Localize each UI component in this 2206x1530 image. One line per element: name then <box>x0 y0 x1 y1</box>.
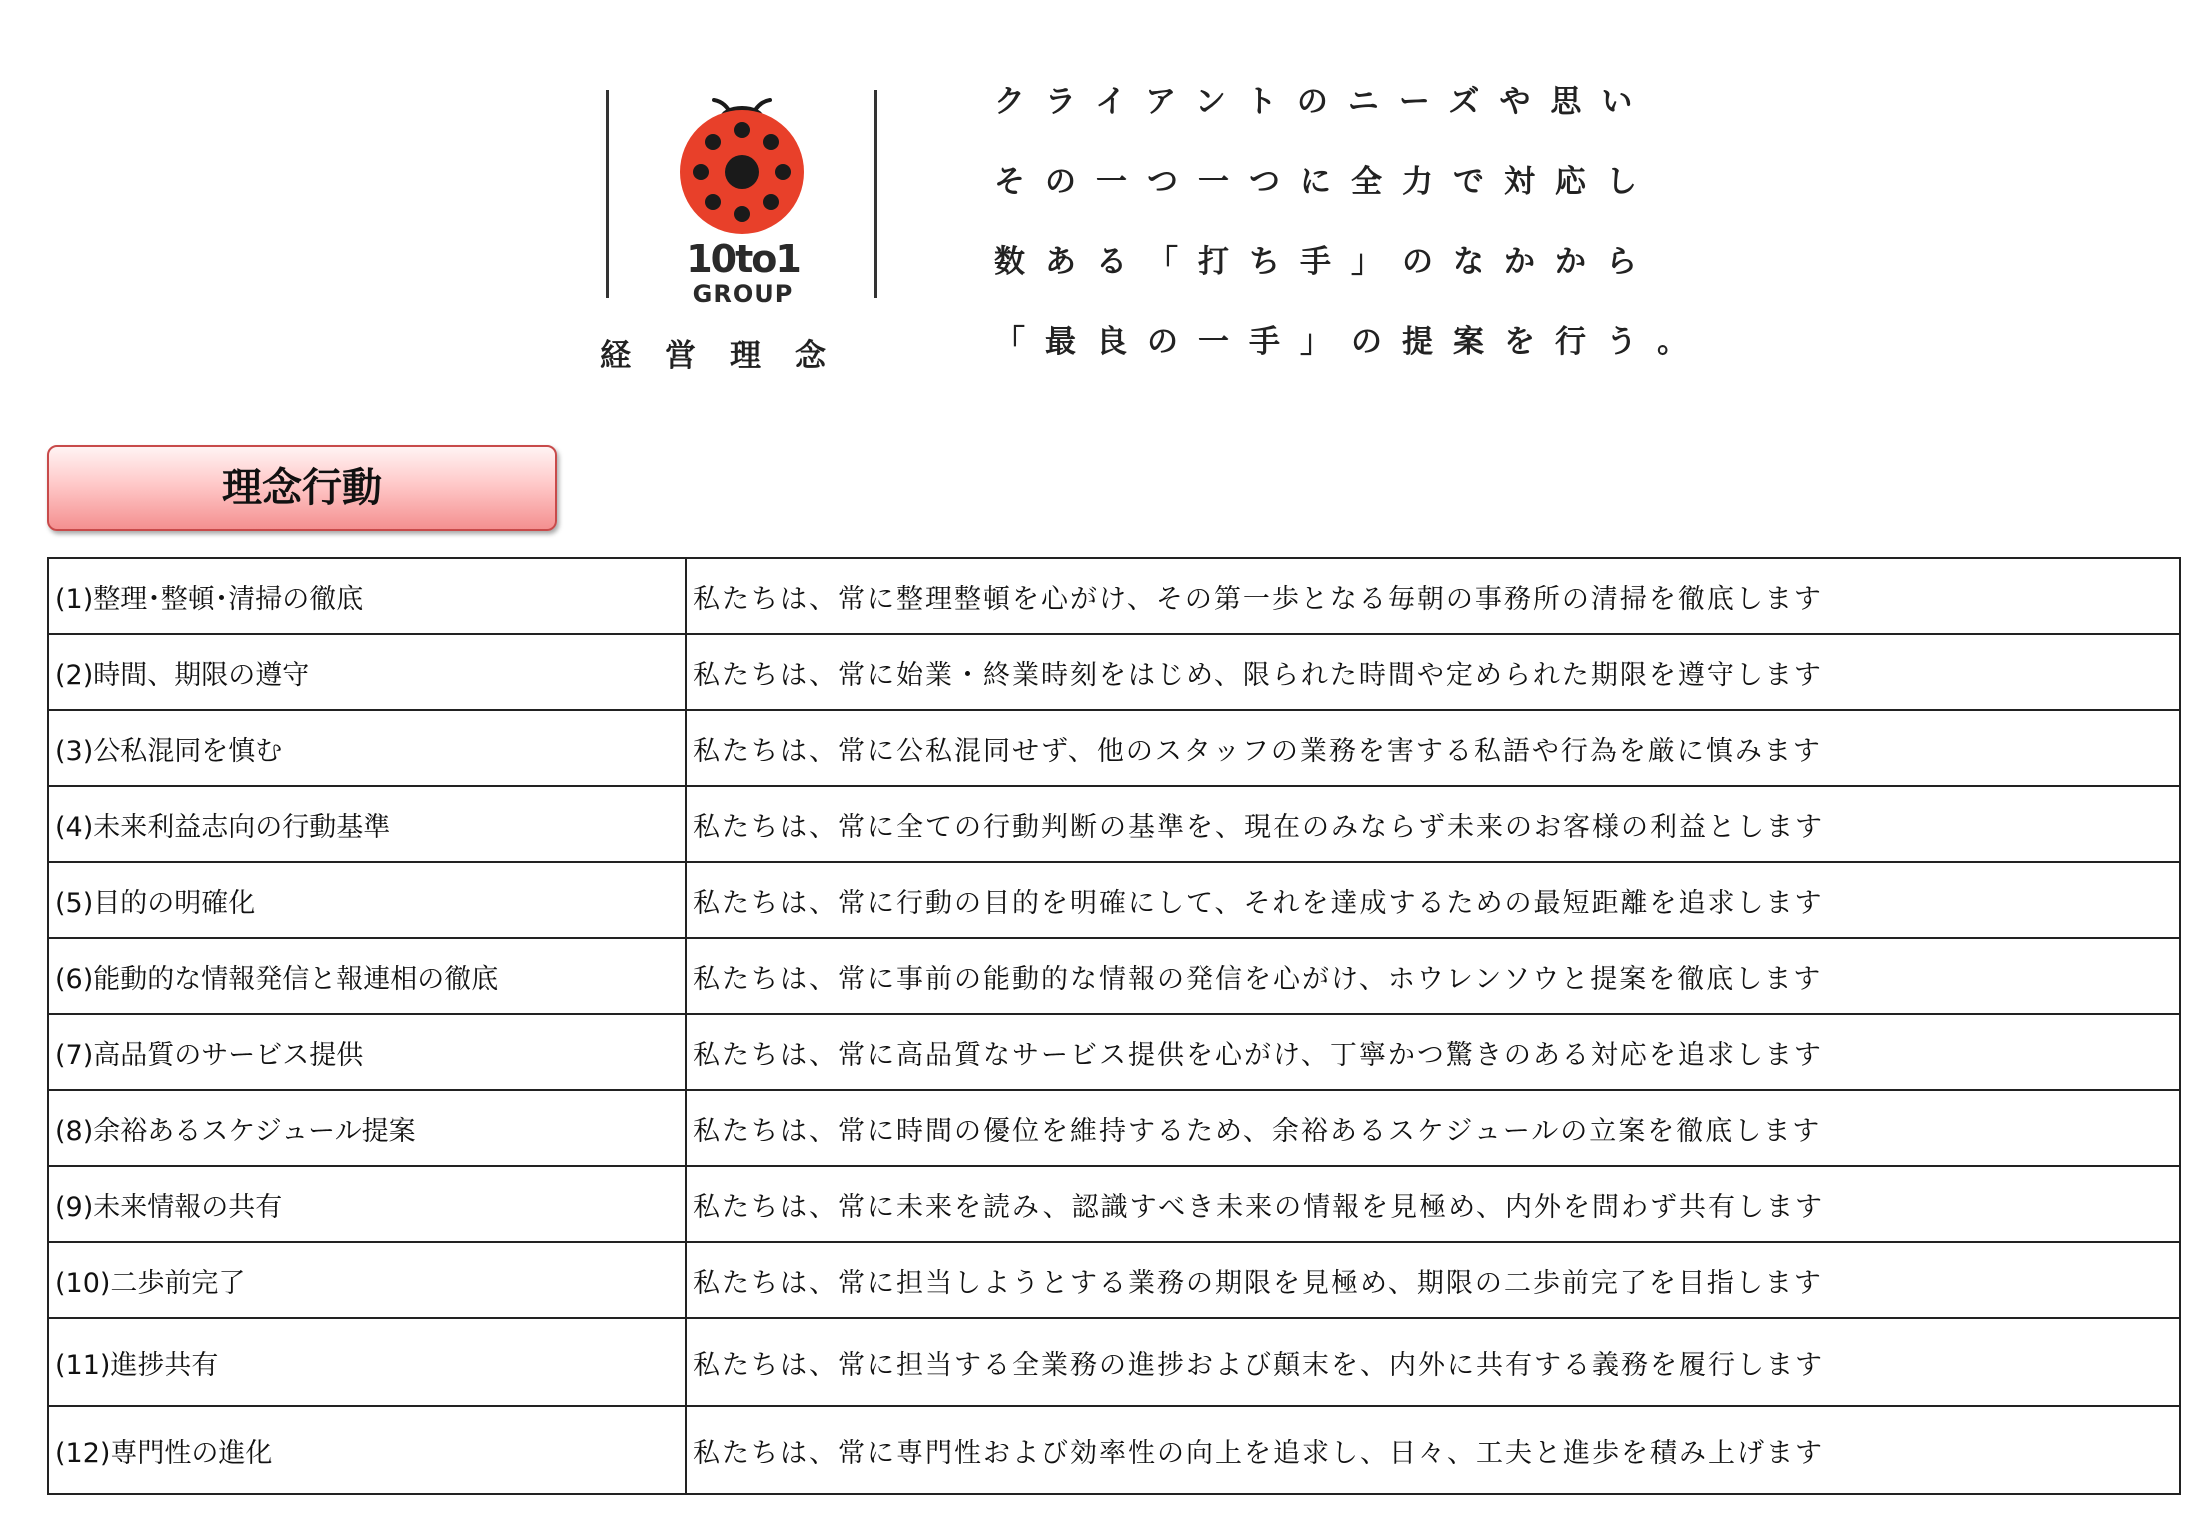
principle-name: (10)二歩前完了 <box>48 1242 686 1318</box>
principle-description: 私たちは、常に担当する全業務の進捗および顛末を、内外に共有する義務を履行します <box>686 1318 2180 1406</box>
logo-divider-right <box>874 90 877 298</box>
table-row <box>48 1318 2180 1406</box>
principles-table <box>47 557 2181 1495</box>
principle-name: (1)整理･整頓･清掃の徹底 <box>48 558 686 634</box>
principle-name: (5)目的の明確化 <box>48 862 686 938</box>
principle-name: (12)専門性の進化 <box>48 1406 686 1494</box>
principle-description: 私たちは、常に整理整頓を心がけ、その第一歩となる毎朝の事務所の清掃を徹底します <box>686 558 2180 634</box>
principle-description: 私たちは、常に公私混同せず、他のスタッフの業務を害する私語や行為を厳に慎みます <box>686 710 2180 786</box>
philosophy-statement <box>994 80 1708 400</box>
principle-description: 私たちは、常に行動の目的を明確にして、それを達成するための最短距離を追求します <box>686 862 2180 938</box>
company-header <box>600 80 1708 380</box>
table-row <box>48 786 2180 862</box>
principle-description: 私たちは、常に始業・終業時刻をはじめ、限られた時間や定められた期限を遵守します <box>686 634 2180 710</box>
ladybug-icon <box>674 94 810 234</box>
principle-description: 私たちは、常に担当しようとする業務の期限を見極め、期限の二歩前完了を目指します <box>686 1242 2180 1318</box>
brand-subtitle: GROUP <box>692 280 794 308</box>
principle-description: 私たちは、常に事前の能動的な情報の発信を心がけ、ホウレンソウと提案を徹底します <box>686 938 2180 1014</box>
principle-description: 私たちは、常に高品質なサービス提供を心がけ、丁寧かつ驚きのある対応を追求します <box>686 1014 2180 1090</box>
philosophy-line: 数ある「打ち手」のなかから <box>994 244 1657 280</box>
principle-name: (3)公私混同を慎む <box>48 710 686 786</box>
brand-name: 10to1 <box>686 237 800 281</box>
table-row <box>48 938 2180 1014</box>
section-title: 理念行動 <box>47 445 557 531</box>
table-row <box>48 1242 2180 1318</box>
table-row <box>48 1406 2180 1494</box>
principle-name: (11)進捗共有 <box>48 1318 686 1406</box>
principle-description: 私たちは、常に時間の優位を維持するため、余裕あるスケジュールの立案を徹底します <box>686 1090 2180 1166</box>
principle-description: 私たちは、常に専門性および効率性の向上を追求し、日々、工夫と進歩を積み上げます <box>686 1406 2180 1494</box>
philosophy-caption: 経営理念 <box>600 338 860 374</box>
philosophy-line: 「最良の一手」の提案を行う。 <box>994 324 1708 360</box>
principle-name: (7)高品質のサービス提供 <box>48 1014 686 1090</box>
company-logo <box>606 90 876 308</box>
table-row <box>48 634 2180 710</box>
philosophy-line: クライアントのニーズや思い <box>994 84 1653 120</box>
table-row <box>48 1166 2180 1242</box>
table-row <box>48 710 2180 786</box>
logo-divider-left <box>606 90 609 298</box>
table-row <box>48 862 2180 938</box>
principle-name: (8)余裕あるスケジュール提案 <box>48 1090 686 1166</box>
principle-name: (6)能動的な情報発信と報連相の徹底 <box>48 938 686 1014</box>
table-row <box>48 1090 2180 1166</box>
table-row <box>48 558 2180 634</box>
principle-name: (4)未来利益志向の行動基準 <box>48 786 686 862</box>
principle-name: (9)未来情報の共有 <box>48 1166 686 1242</box>
table-row <box>48 1014 2180 1090</box>
principle-description: 私たちは、常に全ての行動判断の基準を、現在のみならず未来のお客様の利益とします <box>686 786 2180 862</box>
philosophy-line: その一つ一つに全力で対応し <box>994 164 1657 200</box>
principle-description: 私たちは、常に未来を読み、認識すべき未来の情報を見極め、内外を問わず共有します <box>686 1166 2180 1242</box>
principle-name: (2)時間、期限の遵守 <box>48 634 686 710</box>
